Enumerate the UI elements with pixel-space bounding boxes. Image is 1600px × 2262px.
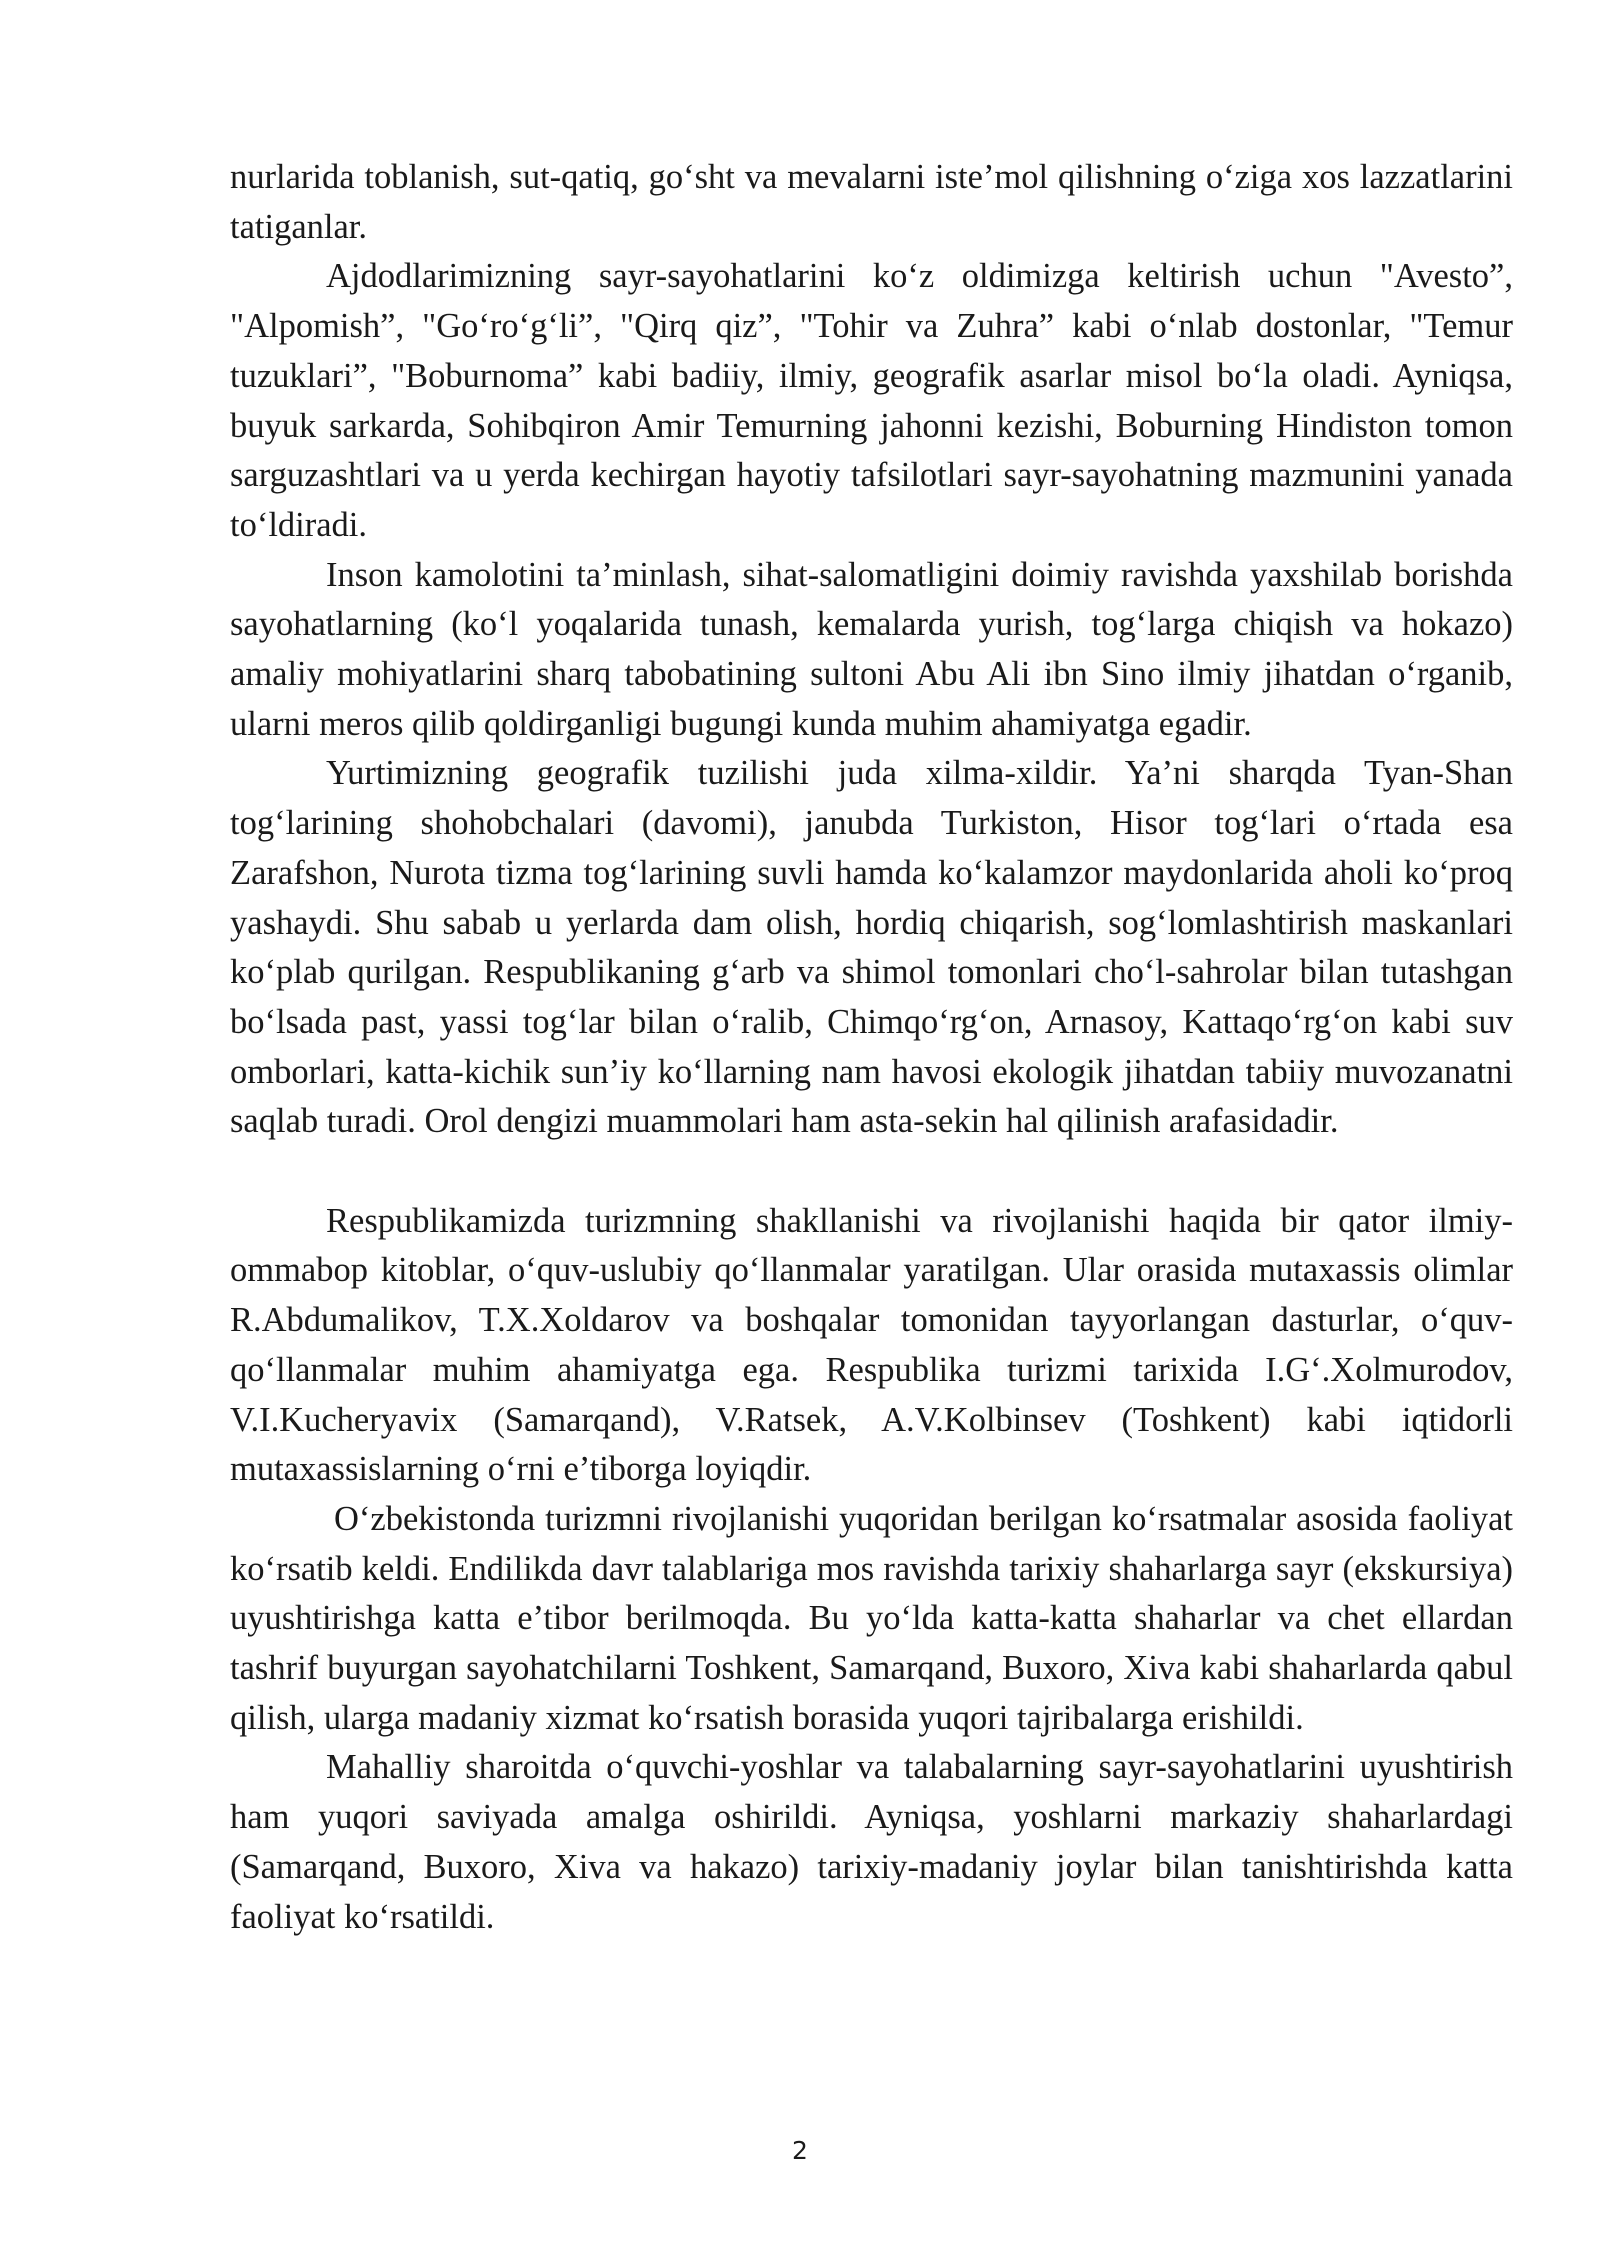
document-body xyxy=(230,153,1513,1942)
paragraph-geography: Yurtimizning geografik tuzilishi juda xilma-xildir. Ya’ni sharqda Tyan-Shan tog‘larining shohobchalari (davomi), janubda Turkiston, Hisor tog‘lari o‘rtada esa Zarafshon, Nurota tizma tog‘larining suvli hamda ko‘kalamzor maydonlarida aholi ko‘proq yashaydi. Shu sabab u yerlarda dam olish, hordiq chiqarish, sog‘lomlashtirish maskanlari ko‘plab qurilgan. Respublikaning g‘arb va shimol tomonlari cho‘l-sahrolar bilan tutashgan bo‘lsada past, yassi tog‘lar bilan o‘ralib, Chimqo‘rg‘on, Arnasoy, Kattaqo‘rg‘on kabi suv omborlari, katta-kichik sun’iy ko‘llarning nam havosi ekologik jihatdan tabiiy muvozanatni saqlab turadi. Orol dengizi muammolari ham asta-sekin hal qilinish arafasidadir. xyxy=(230,754,1513,1141)
paragraph-tourism-development: O‘zbekistonda turizmni rivojlanishi yuqoridan berilgan ko‘rsatmalar asosida faoliyat ko‘rsatib keldi. Endilikda davr talablariga mos ravishda tarixiy shaharlarga sayr (ekskursiya) uyushtirishga katta e’tibor berilmoqda. Bu yo‘lda katta-katta shaharlar va chet ellardan tashrif buyurgan sayohatchilarni Toshkent, Samarqand, Buxoro, Xiva kabi shaharlarda qabul qilish, ularga madaniy xizmat ko‘rsatish borasida yuqori tajribalarga erishildi. xyxy=(230,1499,1513,1737)
paragraph-local-youth: Mahalliy sharoitda o‘quvchi-yoshlar va talabalarning sayr-sayohatlarini uyushtirish ham yuqori saviyada amalga oshirildi. Ayniqsa, yoshlarni markaziy shaharlardagi (Samarqand, Buxoro, Xiva va hakazo) tarixiy-madaniy joylar bilan tanishtirishda katta faoliyat ko‘rsatildi. xyxy=(230,1748,1513,1936)
paragraph-health-travels: Inson kamolotini ta’minlash, sihat-salomatligini doimiy ravishda yaxshilab borishda sayohatlarning (ko‘l yoqalarida tunash, kemalarda yurish, tog‘larga chiqish va hokazo) amaliy mohiyatlarini sharq tabobatining sultoni Abu Ali ibn Sino ilmiy jihatdan o‘rganib, ularni meros qilib qoldirganligi bugungi kunda muhim ahamiyatga egadir. xyxy=(230,555,1513,743)
paragraph-continuation: nurlarida toblanish, sut-qatiq, go‘sht va mevalarni iste’mol qilishning o‘ziga xos lazzatlarini tatiganlar. xyxy=(230,158,1513,246)
paragraph-ancestors-travels: Ajdodlarimizning sayr-sayohatlarini ko‘z oldimizga keltirish uchun "Avesto”, "Alpomish”, "Go‘ro‘g‘li”, "Qirq qiz”, "Tohir va Zuhra” kabi o‘nlab dostonlar, "Temur tuzuklari”, "Boburnoma” kabi badiiy, ilmiy, geografik asarlar misol bo‘la oladi. Ayniqsa, buyuk sarkarda, Sohibqiron Amir Temurning jahonni kezishi, Boburning Hindiston tomon sarguzashtlari va u yerda kechirgan hayotiy tafsilotlari sayr-sayohatning mazmunini yanada to‘ldiradi. xyxy=(230,257,1513,544)
page-number: 2 xyxy=(792,2136,808,2165)
paragraph-tourism-literature: Respublikamizda turizmning shakllanishi va rivojlanishi haqida bir qator ilmiy-ommabop kitoblar, o‘quv-uslubiy qo‘llanmalar yaratilgan. Ular orasida mutaxassis olimlar R.Abdumalikov, T.X.Xoldarov va boshqalar tomonidan tayyorlangan dasturlar, o‘quv-qo‘llanmalar muhim ahamiyatga ega. Respublika turizmi tarixida I.G‘.Xolmurodov, V.I.Kucheryavix (Samarqand), V.Ratsek, A.V.Kolbinsev (Toshkent) kabi iqtidorli mutaxassislarning o‘rni e’tiborga loyiqdir. xyxy=(230,1201,1513,1489)
paragraph-gap xyxy=(230,1147,1513,1197)
